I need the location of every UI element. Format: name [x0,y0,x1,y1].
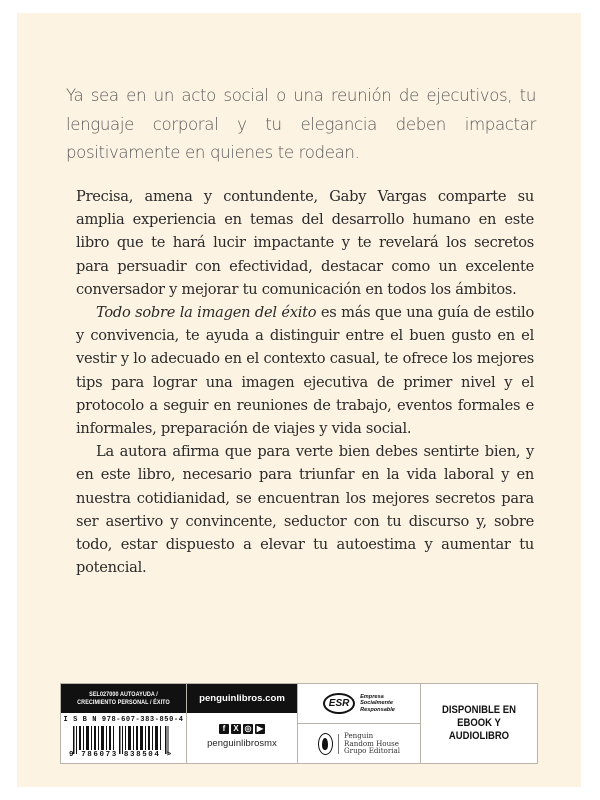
esr-badge-icon: ESR [323,693,355,714]
penguin-icon [318,733,333,755]
paragraph-1: Precisa, amena y contundente, Gaby Vargas comparte su amplia experiencia en temas del desarrollo humano en este libro que te hará lucir impactante y te revelará los secretos para persuadir con efectividad, destacar como un excelente conversador y mejorar tu comunicación en todos los ámbitos. [76,188,534,298]
availability-block [421,684,537,763]
x-icon[interactable]: X [231,724,241,734]
penguin-random-house-logo [298,724,420,763]
esr-line-3: Responsable [360,706,395,713]
availability-note [428,704,530,743]
esr-logo [298,684,420,724]
website-link[interactable]: penguinlibros.com [199,693,285,704]
isbn-block [61,684,187,763]
esr-line-1: Empresa [360,693,384,700]
barcode-icon [73,726,169,754]
social-icons [187,724,297,734]
web-social-block [187,684,298,763]
publisher-name [344,732,400,755]
logo-divider [338,734,339,754]
instagram-icon[interactable]: ◎ [244,724,252,733]
seal-line-1: SEL027000 AUTOAYUDA / [89,690,158,698]
social-handle[interactable]: penguinlibrosmx [207,737,277,748]
paragraph-3: La autora afirma que para verte bien debes sentirte bien, y en este libro, necesario para triunfar en la vida laboral y en nuestra cotidianidad, se encuentran los mejores secretos para ser asertivo y convincente, seductor con tu discurso y, sobre todo, estar dispuesto a elevar tu autoestima y aumentar tu potencial. [76,443,534,577]
category-seal [61,684,186,713]
publisher-line-2: Random House [344,738,399,748]
footer-info-strip [60,683,538,764]
paragraph-2-text: es más que una guía de estilo y convivencia, te ayuda a distinguir entre el buen gusto en el vestir y lo adecuado en el contexto casual, te ofrece los mejores tips para lograr una imagen ejecutiva de primer nivel y el protocolo a seguir en reuniones de trabajo, eventos formales e informales, preparación de viajes y vida social. [76,304,534,438]
esr-label [360,694,395,713]
youtube-icon[interactable]: ▶ [256,724,264,733]
intro-blurb: Ya sea en un acto social o una reunión de ejecutivos, tu lenguaje corporal y tu elegancia deben impactar positivamente en quienes te rodean. [66,86,536,162]
facebook-icon[interactable]: f [219,724,229,734]
seal-line-2: CRECIMIENTO PERSONAL / ÉXITO [77,698,170,706]
availability-line-2: EBOOK Y AUDIOLIBRO [448,717,510,742]
publisher-logos [298,684,421,763]
availability-line-1: DISPONIBLE EN [442,704,516,716]
esr-line-2: Socialmente [360,700,394,707]
publisher-line-3: Grupo Editorial [344,746,400,756]
book-title: Todo sobre la imagen del éxito [96,304,317,322]
description-body [76,185,534,579]
isbn-number: I S B N 978-607-383-850-4 [63,716,184,724]
paragraph-2 [76,301,534,440]
barcode-digits: 9 786073 838504 > [69,751,173,759]
website-bar [187,684,297,713]
publisher-line-1: Penguin [344,731,374,741]
